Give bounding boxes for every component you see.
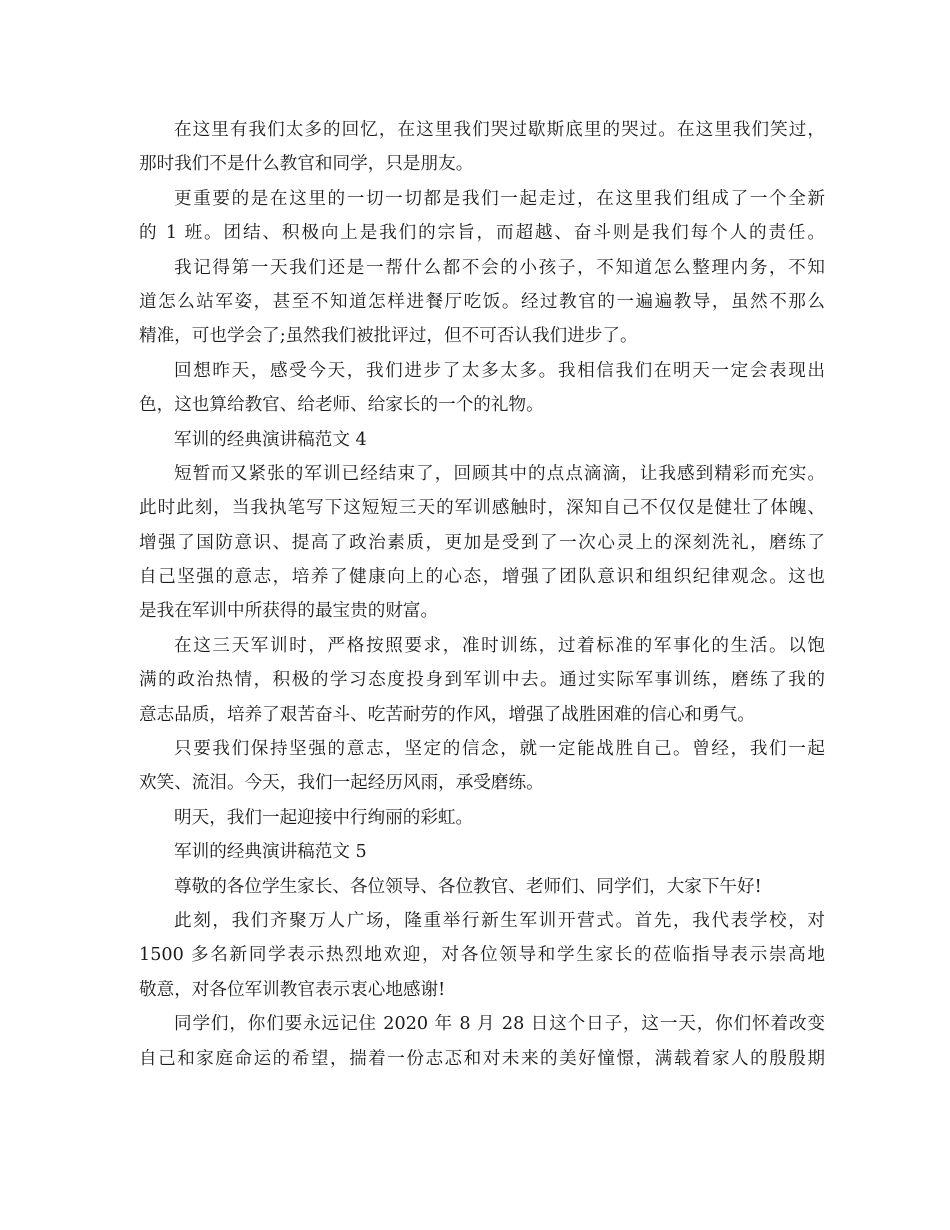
text-line: 短暂而又紧张的军训已经结束了，回顾其中的点点滴滴，让我感到精彩而充实。 <box>174 463 825 484</box>
section-heading: 军训的经典演讲稿范文 5 <box>174 842 367 863</box>
text-line: 欢笑、流泪。今天，我们一起经历风雨，承受磨练。 <box>139 773 544 794</box>
text-line: 我记得第一天我们还是一帮什么都不会的小孩子，不知道怎么整理内务，不知 <box>174 257 825 278</box>
text-line: 此刻，我们齐聚万人广场，隆重举行新生军训开营式。首先，我代表学校，对 <box>174 910 825 931</box>
text-line: 自己坚强的意志，培养了健康向上的心态，增强了团队意识和组织纪律观念。这也 <box>139 567 825 588</box>
text-line: 明天，我们一起迎接中行绚丽的彩虹。 <box>174 807 474 828</box>
text-line: 同学们，你们要永远记住 2020 年 8 月 28 日这个日子，这一天，你们怀着改变 <box>174 1014 825 1035</box>
text-line: 在这三天军训时，严格按照要求，准时训练，过着标准的军事化的生活。以饱 <box>174 635 825 656</box>
text-line: 的 1 班。团结、积极向上是我们的宗旨，而超越、奋斗则是我们每个人的责任。 <box>139 223 825 244</box>
text-line: 精准，可也学会了;虽然我们被批评过，但不可否认我们进步了。 <box>139 326 638 347</box>
text-line: 那时我们不是什么教官和同学，只是朋友。 <box>139 154 474 175</box>
text-line: 在这里有我们太多的回忆，在这里我们哭过歇斯底里的哭过。在这里我们笑过， <box>174 120 825 140</box>
text-line: 尊敬的各位学生家长、各位领导、各位教官、老师们、同学们，大家下午好! <box>174 876 762 897</box>
text-line: 更重要的是在这里的一切一切都是我们一起走过，在这里我们组成了一个全新 <box>174 188 825 209</box>
document-body <box>139 113 825 1076</box>
text-line: 此时此刻，当我执笔写下这短短三天的军训感触时，深知自己不仅仅是健壮了体魄、 <box>139 498 825 519</box>
text-line: 自己和家庭命运的希望，揣着一份志忑和对未来的美好憧憬，满载着家人的殷殷期 <box>139 1048 825 1069</box>
text-line: 只要我们保持坚强的意志，坚定的信念，就一定能战胜自己。曾经，我们一起 <box>174 739 825 760</box>
text-line: 满的政治热情，积极的学习态度投身到军训中去。通过实际军事训练，磨练了我的 <box>139 670 825 691</box>
text-line: 增强了国防意识、提高了政治素质，更加是受到了一次心灵上的深刻洗礼，磨练了 <box>139 532 825 553</box>
text-line: 敬意，对各位军训教官表示衷心地感谢! <box>139 979 446 1000</box>
text-line: 色，这也算给教官、给老师、给家长的一个的礼物。 <box>139 395 544 416</box>
text-line: 1500 多名新同学表示热烈地欢迎，对各位领导和学生家长的莅临指导表示崇高地 <box>139 945 825 966</box>
text-line: 意志品质，培养了艰苦奋斗、吃苦耐劳的作风，增强了战胜困难的信心和勇气。 <box>139 704 755 725</box>
section-heading: 军训的经典演讲稿范文 4 <box>174 429 367 450</box>
text-line: 回想昨天，感受今天，我们进步了太多太多。我相信我们在明天一定会表现出 <box>174 360 825 381</box>
text-line: 道怎么站军姿，甚至不知道怎样进餐厅吃饭。经过教官的一遍遍教导，虽然不那么 <box>139 291 825 312</box>
text-line: 是我在军训中所获得的最宝贵的财富。 <box>139 601 439 622</box>
